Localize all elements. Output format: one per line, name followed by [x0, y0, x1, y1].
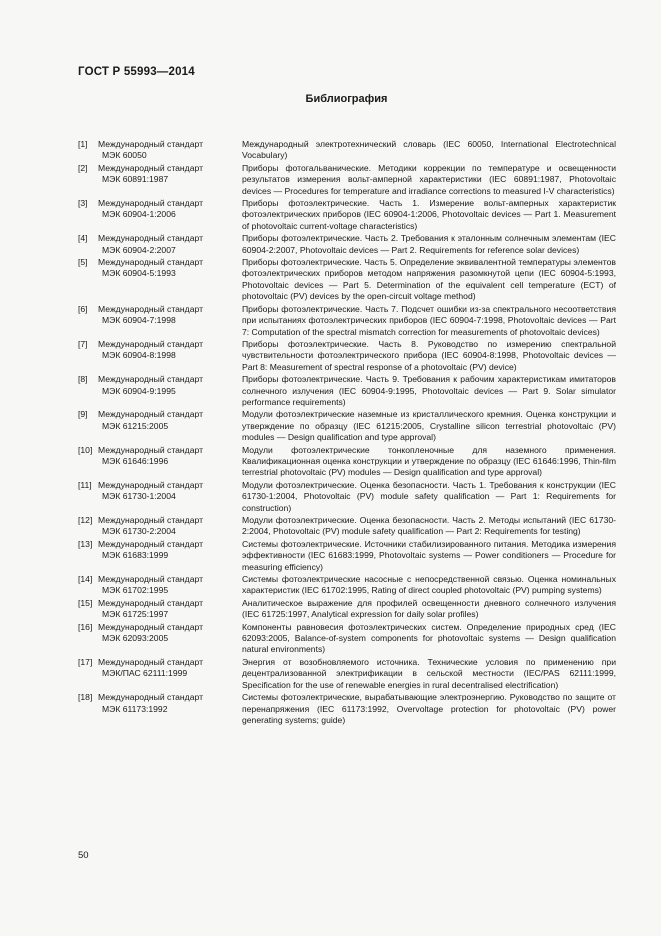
- entry-number: [15]: [78, 597, 93, 608]
- bibliography-entry: [78, 598, 616, 621]
- bibliography-entry: [78, 622, 616, 656]
- bibliography-entry: [78, 445, 616, 479]
- bibliography-entry: [78, 163, 616, 197]
- bibliography-list: [78, 139, 616, 727]
- entry-number: [4]: [78, 233, 88, 244]
- bibliography-entry: [78, 574, 616, 597]
- entry-doc-type: Международный стандарт: [98, 444, 204, 455]
- standard-header: ГОСТ Р 55993—2014: [78, 66, 195, 78]
- entry-number: [10]: [78, 444, 93, 455]
- entry-reference: [78, 598, 242, 621]
- entry-doc-code: МЭК/ПАС 62111:1999: [102, 668, 188, 679]
- bibliography-entry: [78, 304, 616, 338]
- entry-reference: [78, 480, 242, 514]
- entry-doc-type: Международный стандарт: [98, 198, 204, 209]
- entry-number: [14]: [78, 574, 93, 585]
- entry-number: [18]: [78, 692, 93, 703]
- entry-title: Приборы фотоэлектрические. Часть 7. Подсчет ошибки из-за спектрального несоответствия при испытаниях фотоэлектрических приборов (IEC 60904-7:1998, Photovoltaic devices — Part 7: Computation of the spectral mismatch correction for measurements of photovoltaic devices): [242, 303, 616, 337]
- entry-title: Модули фотоэлектрические. Оценка безопасности. Часть 1. Требования к конструкции (IEC 61730-1:2004, Photovoltaic (PV) module safety qualification — Part 1: Requirements for construction): [242, 479, 616, 513]
- entry-title: Системы фотоэлектрические насосные с непосредственной связью. Оценка номинальных характеристик (IEC 61702:1995, Rating of direct coupled photovoltaic (PV) pumping systems): [242, 574, 616, 596]
- entry-doc-code: МЭК 61215:2005: [102, 420, 169, 431]
- entry-reference: [78, 139, 242, 162]
- entry-doc-type: Международный стандарт: [98, 139, 204, 149]
- bibliography-title: Библиография: [305, 93, 388, 105]
- entry-doc-code: МЭК 61730-1:2004: [102, 491, 176, 502]
- page-number: 50: [78, 850, 89, 861]
- entry-doc-code: МЭК 60891:1987: [102, 174, 169, 185]
- entry-title: Приборы фотоэлектрические. Часть 1. Измерение вольт-амперных характеристик фотоэлектрических приборов (IEC 60904-1:2006, Photovoltaic devices — Part 1. Measurement of photovoltaic current-voltage characteristics): [242, 198, 616, 231]
- entry-doc-type: Международный стандарт: [98, 257, 204, 268]
- entry-title: Приборы фотоэлектрические. Часть 2. Требования к эталонным солнечным элементам (IEC 60904-2:2007, Photovoltaic devices — Part 2. Requirements for reference solar devices): [242, 233, 616, 255]
- entry-doc-type: Международный стандарт: [98, 233, 204, 244]
- bibliography-entry: [78, 339, 616, 373]
- bibliography-entry: [78, 257, 616, 303]
- entry-reference: [78, 339, 242, 373]
- entry-reference: [78, 198, 242, 232]
- entry-doc-code: МЭК 62093:2005: [102, 633, 169, 644]
- bibliography-entry: [78, 480, 616, 514]
- bibliography-entry: [78, 374, 616, 408]
- entry-reference: [78, 657, 242, 691]
- bibliography-entry: [78, 692, 616, 726]
- entry-reference: [78, 692, 242, 726]
- entry-reference: [78, 304, 242, 338]
- entry-doc-code: МЭК 60904-5:1993: [102, 268, 176, 279]
- entry-doc-code: МЭК 60050: [102, 150, 147, 161]
- entry-doc-code: МЭК 60904-8:1998: [102, 350, 176, 361]
- entry-reference: [78, 622, 242, 656]
- entry-title: Системы фотоэлектрические, вырабатывающие электроэнергию. Руководство по защите от перенапряжения (IEC 61173:1992, Overvoltage protection for photovoltaic (PV) power generating systems; guide): [242, 692, 616, 725]
- entry-number: [12]: [78, 515, 93, 525]
- entry-doc-type: Международный стандарт: [98, 338, 204, 349]
- entry-doc-type: Международный стандарт: [98, 574, 204, 585]
- entry-title: Приборы фотоэлектрические. Часть 8. Руководство по измерению спектральной чувствительности фотоэлектрического прибора (IEC 60904-8:1998, Photovoltaic devices — Part 8: Measurement of spectral response of a photovoltaic (PV) device): [242, 338, 616, 372]
- entry-reference: [78, 445, 242, 479]
- entry-doc-type: Международный стандарт: [98, 515, 204, 525]
- entry-number: [16]: [78, 621, 93, 632]
- entry-number: [9]: [78, 409, 88, 420]
- entry-doc-code: МЭК 60904-9:1995: [102, 385, 176, 396]
- entry-number: [13]: [78, 538, 93, 549]
- entry-doc-code: МЭК 61725:1997: [102, 609, 169, 620]
- entry-doc-type: Международный стандарт: [98, 374, 204, 385]
- entry-title: Модули фотоэлектрические наземные из кристаллического кремния. Оценка конструкции и утверждение по образцу (IEC 61215:2005, Crystalline silicon terrestrial photovoltaic (PV) modules — Design qualification and type approval): [242, 409, 616, 443]
- entry-doc-type: Международный стандарт: [98, 692, 204, 703]
- entry-number: [3]: [78, 198, 88, 209]
- entry-reference: [78, 574, 242, 597]
- entry-reference: [78, 257, 242, 303]
- entry-doc-type: Международный стандарт: [98, 656, 204, 667]
- entry-title: Компоненты равновесия фотоэлектрических систем. Определение природных сред (IEC 62093:2005, Balance-of-system components for photovoltaic systems — Design qualification natural environments): [242, 621, 616, 655]
- entry-doc-type: Международный стандарт: [98, 479, 204, 490]
- entry-doc-code: МЭК 61702:1995: [102, 585, 169, 596]
- entry-number: [17]: [78, 656, 93, 667]
- entry-doc-type: Международный стандарт: [98, 162, 204, 173]
- bibliography-entry: [78, 139, 616, 162]
- entry-doc-code: МЭК 60904-7:1998: [102, 315, 176, 326]
- entry-reference: [78, 515, 242, 538]
- entry-doc-type: Международный стандарт: [98, 409, 204, 420]
- entry-doc-type: Международный стандарт: [98, 303, 204, 314]
- bibliography-entry: [78, 539, 616, 573]
- entry-doc-type: Международный стандарт: [98, 621, 204, 632]
- entry-doc-code: МЭК 61173:1992: [102, 703, 168, 714]
- bibliography-entry: [78, 515, 616, 538]
- bibliography-entry: [78, 409, 616, 443]
- entry-title: Приборы фотоэлектрические. Часть 9. Требования к рабочим характеристикам имитаторов солнечного излучения (IEC 60904-9:1995, Photovoltaic devices — Part 9. Solar simulator performance requirements): [242, 374, 616, 407]
- entry-reference: [78, 374, 242, 408]
- entry-doc-code: МЭК 61683:1999: [102, 550, 169, 561]
- entry-number: [5]: [78, 257, 88, 268]
- entry-reference: [78, 409, 242, 443]
- bibliography-entry: [78, 198, 616, 232]
- entry-doc-type: Международный стандарт: [98, 597, 204, 608]
- entry-number: [7]: [78, 338, 88, 349]
- entry-number: [8]: [78, 374, 88, 385]
- entry-title: Аналитическое выражение для профилей освещенности дневного солнечного излучения (IEC 61725:1997, Analytical expression for daily solar profiles): [242, 597, 616, 620]
- entry-number: [6]: [78, 303, 88, 314]
- entry-number: [2]: [78, 162, 88, 173]
- entry-title: Системы фотоэлектрические. Источники стабилизированного питания. Методика измерения эффективности (IEC 61683:1999, Photovoltaic systems — Power conditioners — Procedure for measuring efficiency): [242, 538, 616, 572]
- entry-doc-code: МЭК 60904-2:2007: [102, 244, 176, 255]
- entry-number: [11]: [78, 479, 92, 490]
- entry-doc-code: МЭК 61646:1996: [102, 455, 169, 466]
- entry-title: Энергия от возобновляемого источника. Технические условия по применению при децентрализованной электрификации в сельской местности (IEC/PAS 62111:1999, Specification for the use of renewable energies in rural decentralised electrification): [242, 656, 616, 690]
- entry-title: Модули фотоэлектрические. Оценка безопасности. Часть 2. Методы испытаний (IEC 61730-2:2004, Photovoltaic (PV) module safety qualification — Part 2: Requirements for testing): [242, 515, 616, 537]
- entry-number: [1]: [78, 139, 88, 149]
- entry-doc-code: МЭК 61730-2:2004: [102, 526, 176, 537]
- entry-doc-type: Международный стандарт: [98, 538, 204, 549]
- entry-title: Приборы фотоэлектрические. Часть 5. Определение эквивалентной температуры элементов фотоэлектрических приборов методом напряжения разомкнутой цепи (IEC 60904-5:1993, Photovoltaic devices — Part 5. Determination of the equivalent cell temperature (ECT) of photovoltaic (PV) devices by the open-circuit voltage method): [242, 257, 616, 302]
- entry-title: Международный электротехнический словарь (IEC 60050, International Electrotechnical Vocabulary): [242, 139, 616, 161]
- entry-title: Приборы фотогальванические. Методики коррекции по температуре и освещенности результатов измерения вольт-амперной характеристики (IEC 60891:1987, Photovoltaic devices — Procedures for temperature and irradiance corrections to measured I-V characteristics): [242, 162, 616, 196]
- entry-title: Модули фотоэлектрические тонкопленочные для наземного применения. Квалификационная оценка конструкции и утверждение по образцу (IEC 61646:1996, Thin-film terrestrial photovoltaic (PV) modules — Design qualification and type approval): [242, 444, 616, 478]
- bibliography-entry: [78, 233, 616, 256]
- entry-reference: [78, 163, 242, 197]
- entry-doc-code: МЭК 60904-1:2006: [102, 209, 176, 220]
- entry-reference: [78, 233, 242, 256]
- bibliography-entry: [78, 657, 616, 691]
- entry-reference: [78, 539, 242, 573]
